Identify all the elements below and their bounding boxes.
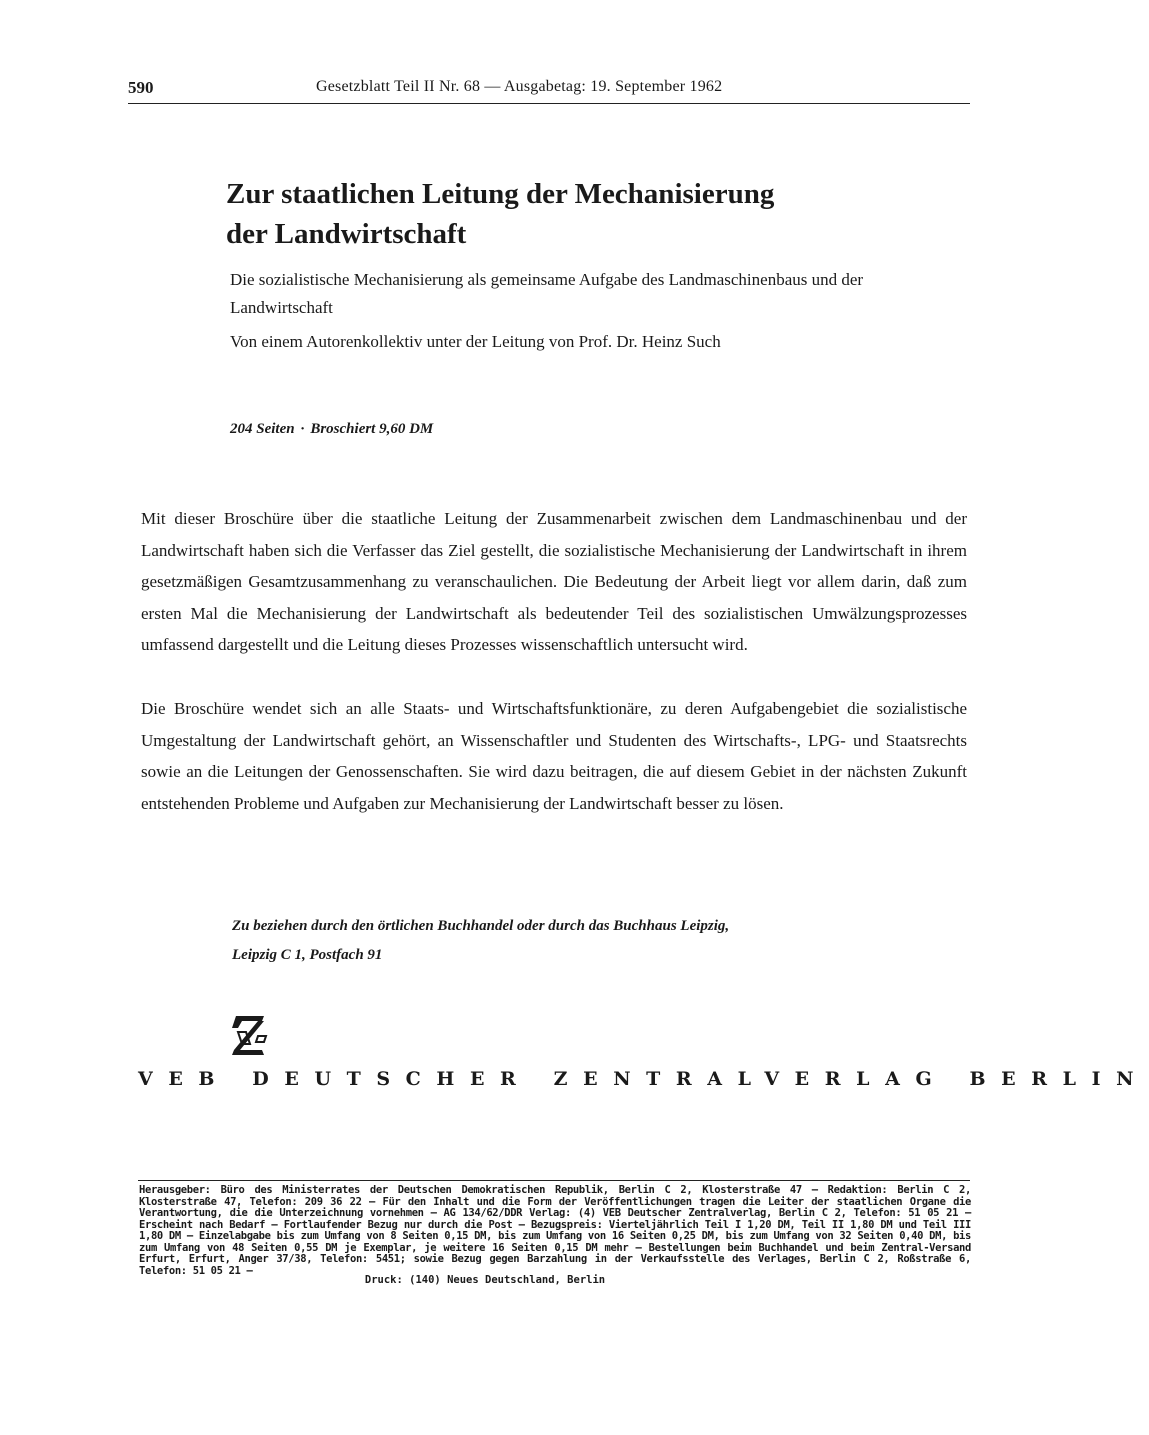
- publisher-logo-icon: [228, 1012, 270, 1058]
- header-rule: [128, 103, 970, 104]
- book-title: [226, 174, 846, 254]
- book-authors: Von einem Autorenkollektiv unter der Leitung von Prof. Dr. Heinz Such: [230, 332, 721, 351]
- book-price-line: [230, 421, 433, 438]
- printer-line: Druck: (140) Neues Deutschland, Berlin: [364, 1274, 606, 1286]
- description-paragraph: Die Broschüre wendet sich an alle Staats- und Wirtschaftsfunktionäre, zu deren Aufgabengebiet die sozialistische Umgestaltung der Landwirtschaft gehört, an Wissenschaftler und Studenten des Wirtschafts-, LPG- und Staatsrechts sowie an die Leitungen der Genossenschaften. Sie wird dazu beitragen, die auf diesem Gebiet in der nächsten Zukunft entstehenden Probleme und Aufgaben zur Mechanisierung der Landwirtschaft besser zu lösen.: [141, 699, 967, 813]
- price: Broschiert 9,60 DM: [310, 421, 434, 437]
- book-subtitle: Die sozialistische Mechanisierung als gemeinsame Aufgabe des Landmaschinenbaus und der Landwirtschaft: [230, 270, 864, 317]
- order-info-line-2: Leipzig C 1, Postfach 91: [232, 947, 383, 963]
- page-number: 590: [128, 78, 154, 97]
- order-info-line-1: Zu beziehen durch den örtlichen Buchhandel oder durch das Buchhaus Leipzig,: [232, 918, 730, 934]
- page-header: [128, 78, 970, 102]
- book-title-line-1: Zur staatlichen Leitung der Mechanisierung: [226, 178, 775, 210]
- footer-rule: [138, 1180, 970, 1181]
- publisher-name: VEB DEUTSCHER ZENTRALVERLAG BERLIN: [138, 1068, 1149, 1090]
- order-info: [232, 912, 832, 970]
- price-separator: ·: [300, 421, 305, 437]
- page-count: 204 Seiten: [230, 421, 295, 437]
- imprint-text: Herausgeber: Büro des Ministerrates der Deutschen Demokratischen Republik, Berlin C 2, Klosterstraße 47 — Redaktion: Berlin C 2, Klosterstraße 47, Telefon: 209 36 22 — Für den Inhalt und die Form der Veröffentlichungen tragen die Leiter der staatlichen Organe die Verantwortung, die die Unterzeichnung vornehmen — AG 134/62/DDR Verlag: (4) VEB Deutscher Zentralverlag, Berlin C 2, Telefon: 51 05 21 — Erscheint nach Bedarf — Fortlaufender Bezug nur durch die Post — Bezugspreis: Vierteljährlich Teil I 1,20 DM, Teil II 1,80 DM und Teil III 1,80 DM — Einzelabgabe bis zum Umfang von 8 Seiten 0,15 DM, bis zum Umfang von 16 Seiten 0,25 DM, bis zum Umfang von 32 Seiten 0,40 DM, bis zum Umfang von 48 Seiten 0,55 DM je Exemplar, je weitere 16 Seiten 0,15 DM mehr — Bestellungen beim Buchhandel und beim Zentral-Versand Erfurt, Erfurt, Anger 37/38, Telefon: 5451; sowie Bezug gegen Barzahlung in der Verkaufsstelle des Verlages, Berlin C 2, Roßstraße 6, Telefon: 51 05 21 —: [139, 1184, 971, 1277]
- running-head: Gesetzblatt Teil II Nr. 68 — Ausgabetag: 19. September 1962: [316, 78, 723, 95]
- book-title-line-2: der Landwirtschaft: [226, 218, 467, 250]
- description-paragraph: Mit dieser Broschüre über die staatliche Leitung der Zusammenarbeit zwischen dem Landmaschinenbau und der Landwirtschaft haben sich die Verfasser das Ziel gestellt, die sozialistische Mechanisierung der Landwirtschaft in ihrem gesetzmäßigen Gesamtzusammenhang zu veranschaulichen. Die Bedeutung der Arbeit liegt vor allem darin, daß zum ersten Mal die Mechanisierung der Landwirtschaft als bedeutender Teil des sozialistischen Umwälzungsprozesses umfassend dargestellt und die Leitung dieses Prozesses wissenschaftlich untersucht wird.: [141, 509, 967, 654]
